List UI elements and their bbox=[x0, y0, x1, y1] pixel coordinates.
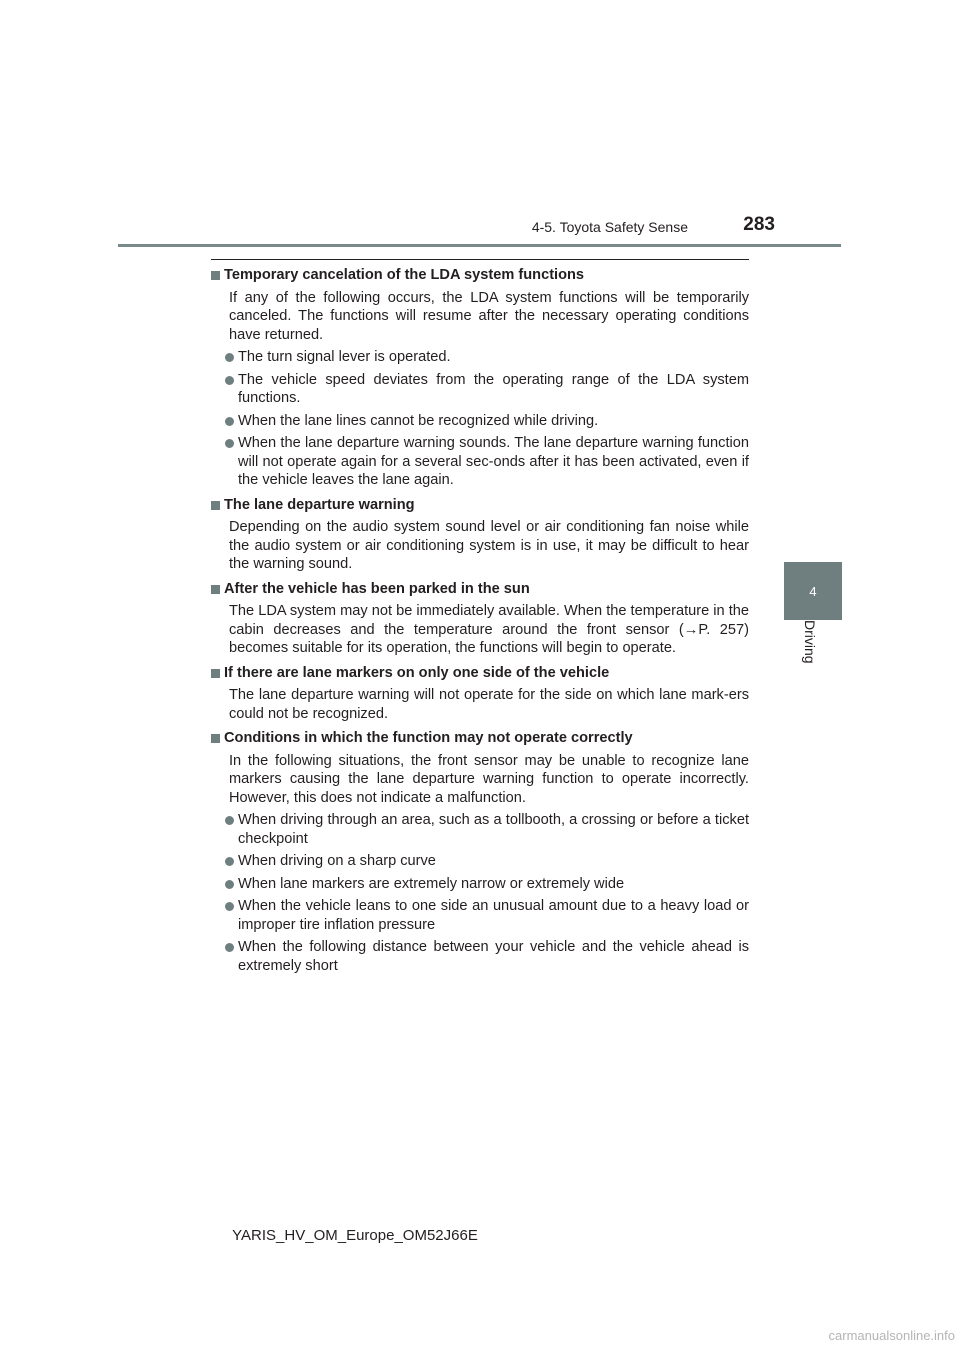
list-item: The turn signal lever is operated. bbox=[211, 348, 749, 367]
section-paragraph: The LDA system may not be immediately available. When the temperature in the cabin decreases and the temperature around the front sensor (→P. 257) becomes suitable for its operation, the functions will begin to operate. bbox=[229, 603, 749, 656]
section-paragraph: Depending on the audio system sound level or air conditioning fan noise while the audio system or air conditioning system is in use, it may be difficult to hear the warning sound. bbox=[229, 519, 749, 572]
list-item: When driving on a sharp curve bbox=[211, 852, 749, 871]
section-lane-departure-warning bbox=[211, 496, 749, 574]
circle-bullet-icon bbox=[225, 816, 234, 825]
list-item: When the following distance between your vehicle and the vehicle ahead is extremely short bbox=[211, 938, 749, 975]
section-conditions-incorrect bbox=[211, 729, 749, 975]
square-bullet-icon bbox=[211, 585, 220, 594]
list-item: When the lane departure warning sounds. The lane departure warning function will not operate again for a several sec-onds after it has been activated, even if the vehicle leaves the lane again. bbox=[211, 434, 749, 490]
chapter-tab-number: 4 bbox=[809, 583, 817, 599]
circle-bullet-icon bbox=[225, 353, 234, 362]
list-item: When the vehicle leans to one side an unusual amount due to a heavy load or improper tire inflation pressure bbox=[211, 897, 749, 934]
list-item: The vehicle speed deviates from the operating range of the LDA system functions. bbox=[211, 371, 749, 408]
section-paragraph: If any of the following occurs, the LDA system functions will be temporarily canceled. The functions will resume after the necessary operating conditions have returned. bbox=[229, 289, 749, 343]
circle-bullet-icon bbox=[225, 902, 234, 911]
section-heading: Temporary cancelation of the LDA system functions bbox=[211, 266, 749, 285]
chapter-side-label: Driving bbox=[802, 620, 818, 664]
bullet-list bbox=[211, 811, 749, 975]
circle-bullet-icon bbox=[225, 857, 234, 866]
section-paragraph: The lane departure warning will not operate for the side on which lane mark-ers could not be recognized. bbox=[229, 687, 749, 722]
section-heading: After the vehicle has been parked in the sun bbox=[211, 580, 749, 599]
square-bullet-icon bbox=[211, 669, 220, 678]
square-bullet-icon bbox=[211, 734, 220, 743]
circle-bullet-icon bbox=[225, 439, 234, 448]
section-heading: Conditions in which the function may not operate correctly bbox=[211, 729, 749, 748]
chapter-tab[interactable] bbox=[784, 562, 842, 620]
section-paragraph: In the following situations, the front sensor may be unable to recognize lane markers causing the lane departure warning function to operate incorrectly. However, this does not indicate a malfunction. bbox=[229, 752, 749, 806]
circle-bullet-icon bbox=[225, 880, 234, 889]
section-heading: The lane departure warning bbox=[211, 496, 749, 515]
circle-bullet-icon bbox=[225, 376, 234, 385]
section-one-side-markers bbox=[211, 664, 749, 724]
section-heading: If there are lane markers on only one side of the vehicle bbox=[211, 664, 749, 683]
square-bullet-icon bbox=[211, 501, 220, 510]
header-divider bbox=[118, 244, 841, 247]
section-title: 4-5. Toyota Safety Sense bbox=[531, 219, 688, 235]
page-content bbox=[211, 266, 749, 981]
circle-bullet-icon bbox=[225, 417, 234, 426]
circle-bullet-icon bbox=[225, 943, 234, 952]
square-bullet-icon bbox=[211, 271, 220, 280]
list-item: When driving through an area, such as a tollbooth, a crossing or before a ticket checkpoint bbox=[211, 811, 749, 848]
section-parked-in-sun bbox=[211, 580, 749, 658]
footer-doc-id: YARIS_HV_OM_Europe_OM52J66E bbox=[232, 1227, 478, 1244]
watermark[interactable]: carmanualsonline.info bbox=[828, 1328, 955, 1343]
list-item: When lane markers are extremely narrow or extremely wide bbox=[211, 875, 749, 894]
bullet-list bbox=[211, 348, 749, 490]
list-item: When the lane lines cannot be recognized while driving. bbox=[211, 412, 749, 431]
page-number: 283 bbox=[743, 214, 775, 235]
content-top-rule bbox=[211, 259, 749, 260]
section-temporary-cancelation bbox=[211, 266, 749, 490]
